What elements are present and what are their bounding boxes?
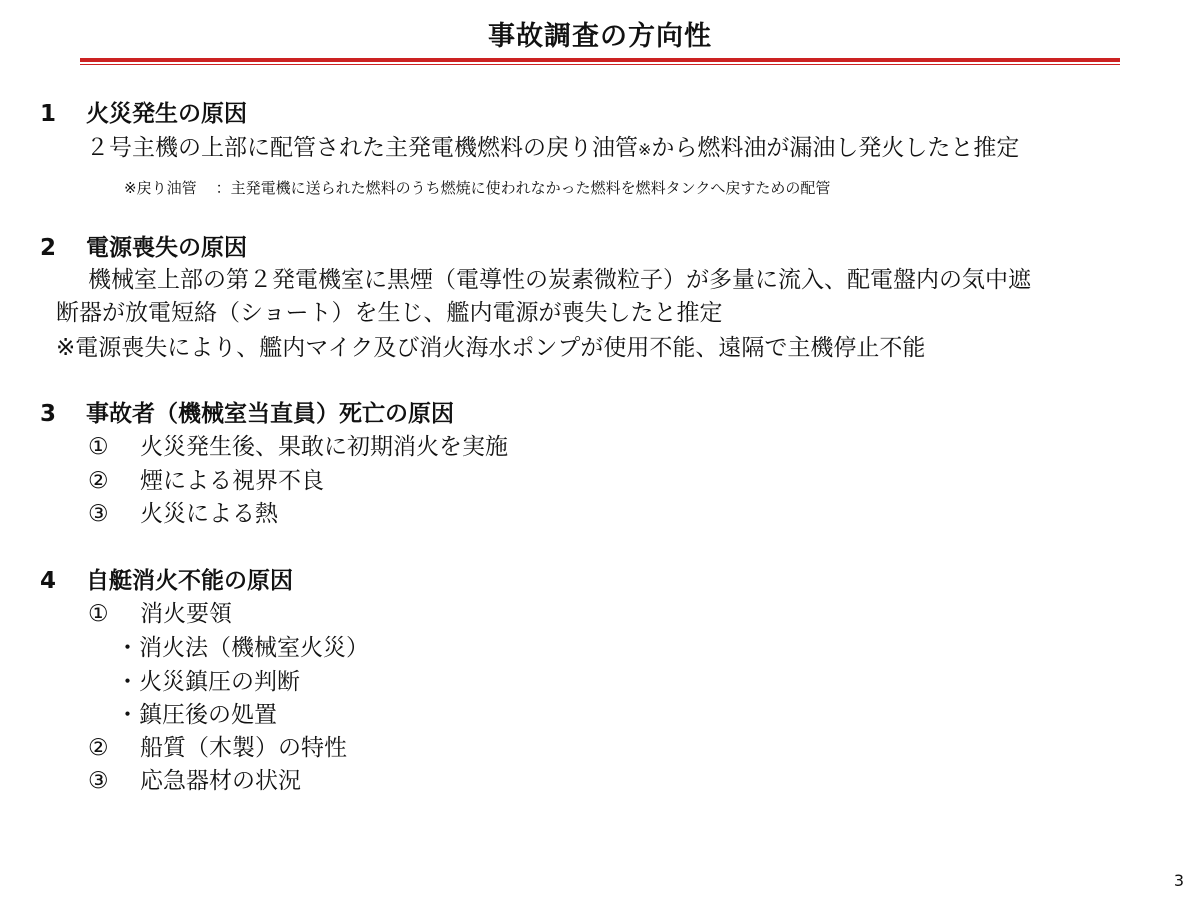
section-3-heading bbox=[40, 400, 454, 428]
section-3-item-2-text: 煙による視界不良 bbox=[140, 468, 324, 494]
section-4-heading bbox=[40, 567, 293, 595]
section-3-item-3-marker: ③ bbox=[88, 501, 109, 527]
section-4-item-1-text: 消火要領 bbox=[140, 601, 232, 627]
section-4-subitem-3: ・鎮圧後の処置 bbox=[116, 702, 277, 728]
section-2-line-1: 機械室上部の第２発電機室に黒煙（電導性の炭素微粒子）が多量に流入、配電盤内の気中遮 bbox=[88, 267, 1031, 293]
section-1-note-text: ：主発電機に送られた燃料のうち燃焼に使われなかった燃料を燃料タンクへ戻すための配管 bbox=[215, 179, 831, 197]
title-rule-thick bbox=[80, 58, 1120, 62]
section-4-item-3-marker: ③ bbox=[88, 768, 109, 794]
section-3-item-2-marker: ② bbox=[88, 468, 109, 494]
section-1-number: 1 bbox=[40, 101, 57, 127]
section-2-heading bbox=[40, 234, 247, 262]
section-4-subitem-1: ・消火法（機械室火災） bbox=[116, 635, 369, 661]
title-rule-thin bbox=[80, 64, 1120, 65]
section-4-item-2-text: 船質（木製）の特性 bbox=[140, 735, 347, 761]
section-4-item-1-marker: ① bbox=[88, 601, 109, 627]
section-1-body-post: から燃料油が漏油し発火したと推定 bbox=[651, 135, 1020, 161]
section-4-item-3 bbox=[88, 767, 301, 795]
section-3-item-2 bbox=[88, 467, 324, 495]
section-2-number: 2 bbox=[40, 235, 57, 261]
section-3-title: 事故者（機械室当直員）死亡の原因 bbox=[86, 401, 454, 427]
page-title: 事故調査の方向性 bbox=[488, 21, 712, 52]
section-4-item-1 bbox=[88, 600, 232, 628]
section-4-subitem-2: ・火災鎮圧の判断 bbox=[116, 669, 300, 695]
section-4-item-2 bbox=[88, 734, 347, 762]
section-3-item-1-marker: ① bbox=[88, 434, 109, 460]
section-1-note-label: ※戻り油管 bbox=[124, 179, 197, 197]
section-3-item-1 bbox=[88, 433, 508, 461]
section-1-body-pre: ２号主機の上部に配管された主発電機燃料の戻り油管 bbox=[86, 135, 638, 161]
section-1-body bbox=[86, 134, 1019, 164]
section-1-title: 火災発生の原因 bbox=[86, 101, 247, 127]
section-2-line-3: ※電源喪失により、艦内マイク及び消火海水ポンプが使用不能、遠隔で主機停止不能 bbox=[56, 335, 926, 361]
section-4-item-3-text: 応急器材の状況 bbox=[140, 768, 301, 794]
section-1-body-mark: ※ bbox=[638, 140, 652, 159]
section-3-item-3 bbox=[88, 500, 278, 528]
section-3-item-1-text: 火災発生後、果敢に初期消火を実施 bbox=[140, 434, 508, 460]
section-4-item-2-marker: ② bbox=[88, 735, 109, 761]
section-3-item-3-text: 火災による熱 bbox=[140, 501, 278, 527]
section-4-title: 自艇消火不能の原因 bbox=[86, 568, 293, 594]
page-number: 3 bbox=[1173, 871, 1184, 890]
section-2-line-2: 断器が放電短絡（ショート）を生じ、艦内電源が喪失したと推定 bbox=[56, 300, 723, 326]
section-1-note bbox=[124, 179, 830, 197]
section-3-number: 3 bbox=[40, 401, 57, 427]
section-2-title: 電源喪失の原因 bbox=[86, 235, 247, 261]
section-4-number: 4 bbox=[40, 568, 57, 594]
section-1-heading bbox=[40, 100, 247, 128]
